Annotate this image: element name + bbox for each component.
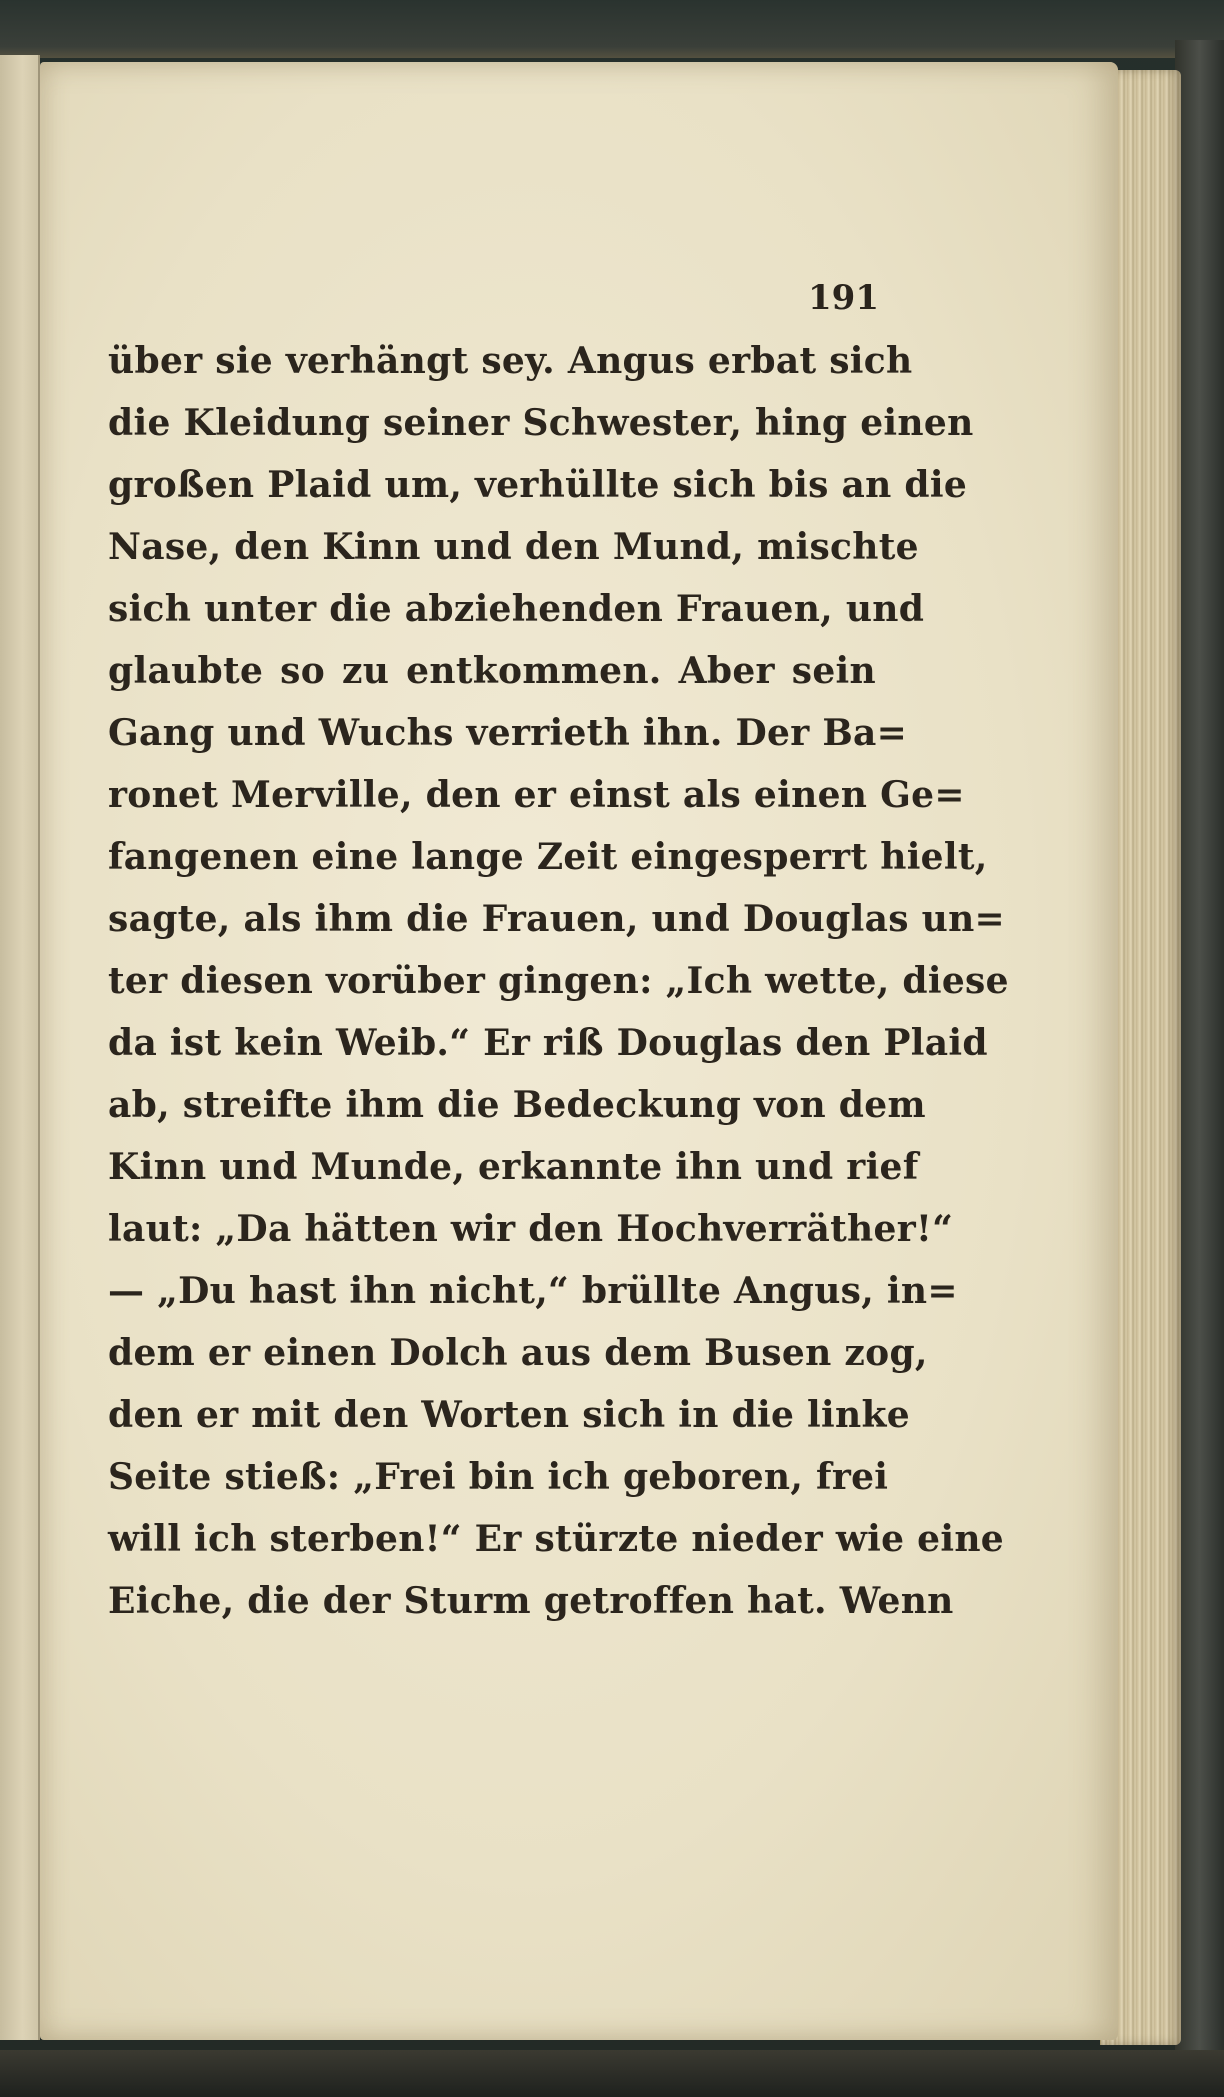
text-line: laut: „Da hätten wir den Hochverräther!“: [108, 1208, 954, 1250]
text-line: glaubte so zu entkommen. Aber sein: [108, 650, 876, 692]
text-line: sagte, als ihm die Frauen, und Douglas un=: [108, 898, 1006, 940]
text-line: sich unter die abziehenden Frauen, und: [108, 588, 925, 630]
text-line: Eiche, die der Sturm getroffen hat. Wenn: [108, 1580, 954, 1622]
text-line: Gang und Wuchs verrieth ihn. Der Ba=: [108, 712, 908, 754]
text-line: über sie verhängt sey. Angus erbat sich: [108, 340, 913, 382]
text-line: großen Plaid um, verhüllte sich bis an die: [108, 464, 968, 506]
book-cover-right: [1175, 40, 1224, 2060]
text-line: dem er einen Dolch aus dem Busen zog,: [108, 1332, 928, 1374]
book-cover-bottom: [0, 2050, 1224, 2097]
text-line: Kinn und Munde, erkannte ihn und rief: [108, 1146, 919, 1188]
text-line: den er mit den Worten sich in die linke: [108, 1394, 910, 1436]
page-number: 191: [808, 278, 879, 318]
text-line: fangenen eine lange Zeit eingesperrt hielt,: [108, 836, 988, 878]
text-line: will ich sterben!“ Er stürzte nieder wie eine: [108, 1518, 1004, 1560]
text-line: ter diesen vorüber gingen: „Ich wette, diese: [108, 960, 1009, 1002]
body-text: [108, 330, 1009, 1632]
book-cover-top: [0, 0, 1224, 58]
text-line: Nase, den Kinn und den Mund, mischte: [108, 526, 919, 568]
text-line: ab, streifte ihm die Bedeckung von dem: [108, 1084, 926, 1126]
text-line: da ist kein Weib.“ Er riß Douglas den Plaid: [108, 1022, 988, 1064]
text-line: Seite stieß: „Frei bin ich geboren, frei: [108, 1456, 889, 1498]
text-line: die Kleidung seiner Schwester, hing einen: [108, 402, 974, 444]
text-line: — „Du hast ihn nicht,“ brüllte Angus, in=: [108, 1270, 958, 1312]
text-line: ronet Merville, den er einst als einen Ge=: [108, 774, 965, 816]
facing-page-edge: [0, 55, 40, 2040]
